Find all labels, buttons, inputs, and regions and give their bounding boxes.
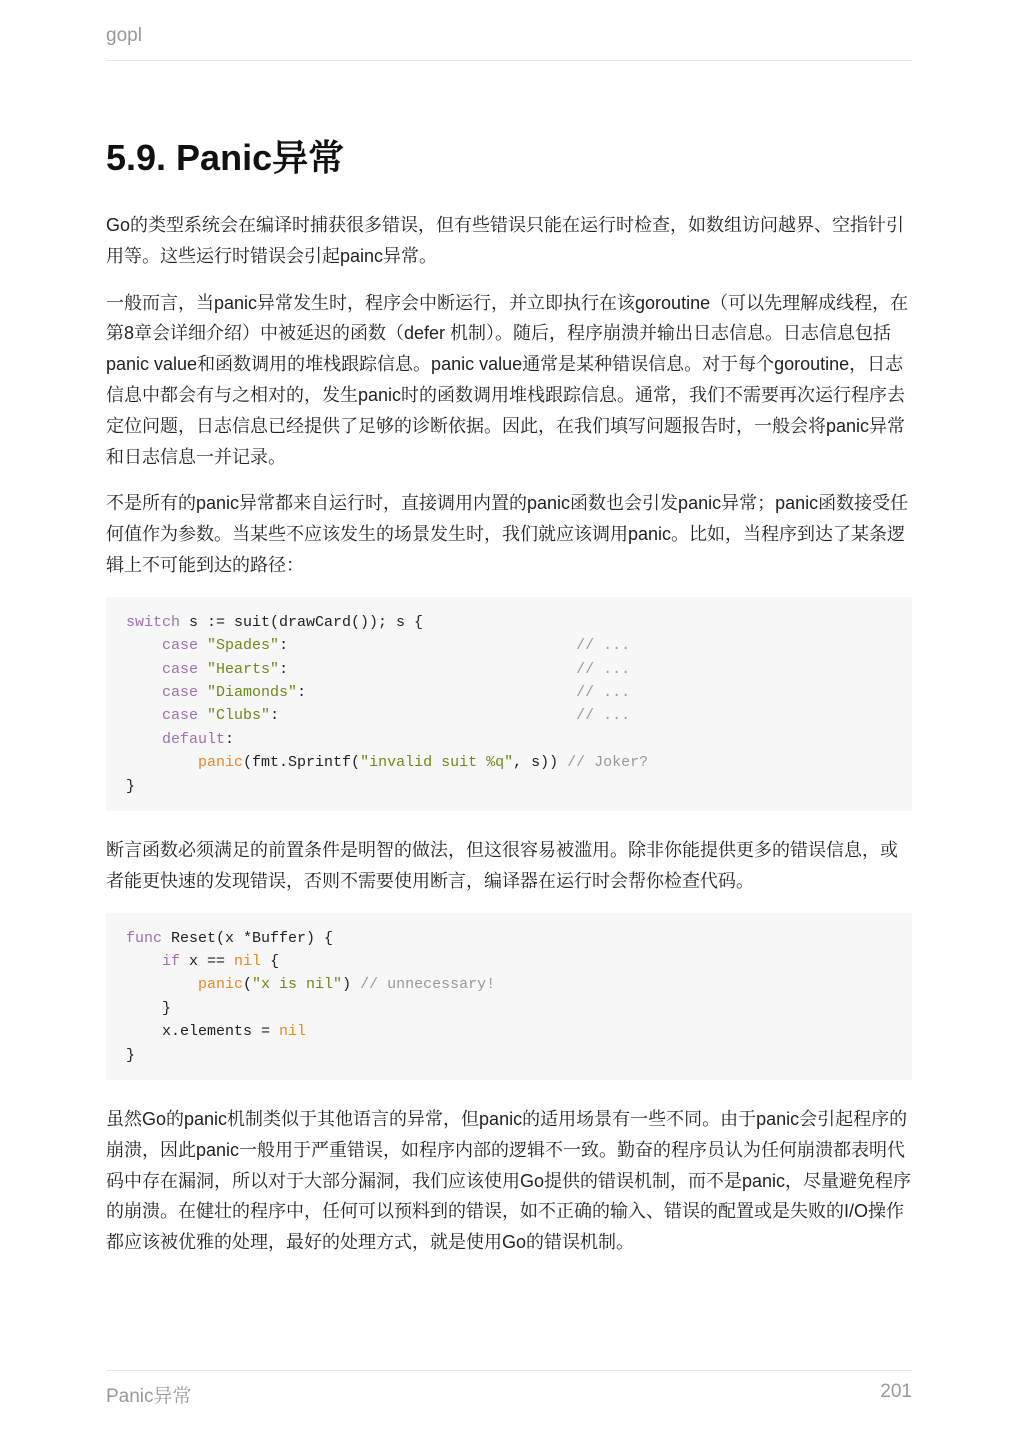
paragraph-calling-panic: 不是所有的panic异常都来自运行时，直接调用内置的panic函数也会引发panic异常；panic函数接受任何值作为参数。当某些不应该发生的场景发生时，我们就应该调用panic。比如，当程序到达了某条逻辑上不可能到达的路径： [106, 493, 909, 575]
code-token [126, 684, 162, 701]
code-token: nil [279, 1023, 307, 1041]
book-title: gopl [106, 25, 142, 46]
code-token: "Hearts" [207, 660, 280, 678]
code-token: // ... [576, 660, 631, 678]
code-token: // Joker? [567, 754, 649, 772]
code-line [126, 1000, 171, 1017]
code-line [126, 930, 333, 947]
code-line [126, 976, 495, 993]
code-token: default [162, 730, 226, 748]
code-token: : [297, 683, 577, 701]
code-token: Reset(x *Buffer) { [162, 929, 334, 947]
code-token: case [162, 637, 199, 655]
code-token: case [162, 683, 199, 701]
code-token: : [279, 660, 577, 678]
code-line [126, 661, 630, 678]
code-token: (fmt.Sprintf( [243, 754, 361, 772]
code-token [126, 637, 162, 654]
code-token: "invalid suit %q" [360, 754, 514, 772]
code-token: x == [180, 953, 235, 971]
code-token: , s)) [513, 754, 568, 772]
code-line [126, 953, 279, 970]
code-token: "Spades" [207, 637, 280, 655]
code-token [198, 684, 207, 701]
code-token: "Diamonds" [207, 683, 298, 701]
code-token: "Clubs" [207, 707, 271, 725]
code-token: panic [198, 754, 244, 772]
code-block-switch [106, 597, 912, 811]
code-line [126, 1023, 306, 1040]
code-token: } [126, 777, 136, 795]
main-content [106, 132, 912, 1274]
code-token: } [126, 999, 172, 1017]
page-number: 201 [880, 1381, 912, 1402]
code-token: if [162, 953, 181, 971]
paragraph-error-mechanism: 虽然Go的panic机制类似于其他语言的异常，但panic的适用场景有一些不同。由于panic会引起程序的崩溃，因此panic一般用于严重错误，如程序内部的逻辑不一致。勤奋的程序员认为任何崩溃都表明代码中存在漏洞，所以对于大部分漏洞，我们应该使用Go提供的错误机制，而不是panic，尽量避免程序的崩溃。在健壮的程序中，任何可以预料到的错误，如不正确的输入、错误的配置或是失败的I/O操作都应该被优雅的处理，最好的处理方式，就是使用Go的错误机制。 [106, 1109, 912, 1253]
code-token: ) [342, 976, 361, 994]
code-line [126, 754, 648, 771]
code-token: func [126, 929, 163, 947]
paragraph-intro: Go的类型系统会在编译时捕获很多错误，但有些错误只能在运行时检查，如数组访问越界、空指针引用等。这些运行时错误会引起painc异常。 [106, 215, 905, 266]
code-token: } [126, 1046, 136, 1064]
code-token [198, 637, 207, 654]
paragraph-assertions: 断言函数必须满足的前置条件是明智的做法，但这很容易被滥用。除非你能提供更多的错误信息，或者能更快速的发现错误，否则不需要使用断言，编译器在运行时会帮你检查代码。 [106, 840, 898, 891]
code-token: x.elements = [126, 1023, 280, 1041]
code-line [126, 637, 630, 654]
code-token: switch [126, 613, 181, 631]
code-token [198, 661, 207, 678]
code-token: panic [198, 976, 244, 994]
section-title: 5.9. Panic异常 [106, 137, 345, 178]
code-token: case [162, 707, 199, 725]
code-line [126, 614, 423, 631]
code-line [126, 707, 630, 724]
page-header [106, 22, 912, 61]
code-token: "x is nil" [252, 976, 343, 994]
code-line [126, 1047, 135, 1064]
code-token: : [270, 707, 577, 725]
code-token: ( [243, 976, 253, 994]
code-line [126, 778, 135, 795]
code-token: // unnecessary! [360, 976, 496, 994]
code-token: // ... [576, 707, 631, 725]
code-token: { [261, 953, 280, 971]
code-token [126, 953, 162, 970]
code-token: s := suit(drawCard()); s { [180, 613, 424, 631]
code-token: // ... [576, 637, 631, 655]
code-token: : [279, 637, 577, 655]
code-token [126, 731, 162, 748]
code-token: case [162, 660, 199, 678]
page-footer [106, 1370, 912, 1421]
code-block-reset [106, 913, 912, 1080]
paragraph-panic-behavior: 一般而言，当panic异常发生时，程序会中断运行，并立即执行在该goroutine（可以先理解成线程，在第8章会详细介绍）中被延迟的函数（defer 机制）。随后，程序崩溃并输出日志信息。日志信息包括panic value和函数调用的堆栈跟踪信息。panic value通常是某种错误信息。对于每个goroutine，日志信息中都会有与之相对的，发生panic时的函数调用堆栈跟踪信息。通常，我们不需要再次运行程序去定位问题，日志信息已经提供了足够的诊断依据。因此，在我们填写问题报告时，一般会将panic异常和日志信息一并记录。 [106, 292, 909, 467]
code-token: : [225, 730, 235, 748]
code-token [126, 707, 162, 724]
code-line [126, 731, 234, 748]
code-token [198, 707, 207, 724]
code-token: // ... [576, 683, 631, 701]
footer-chapter-title: Panic异常 [106, 1386, 192, 1407]
code-line [126, 684, 630, 701]
code-token [126, 661, 162, 678]
code-token: nil [234, 953, 262, 971]
code-token [126, 754, 198, 771]
code-token [126, 976, 198, 993]
